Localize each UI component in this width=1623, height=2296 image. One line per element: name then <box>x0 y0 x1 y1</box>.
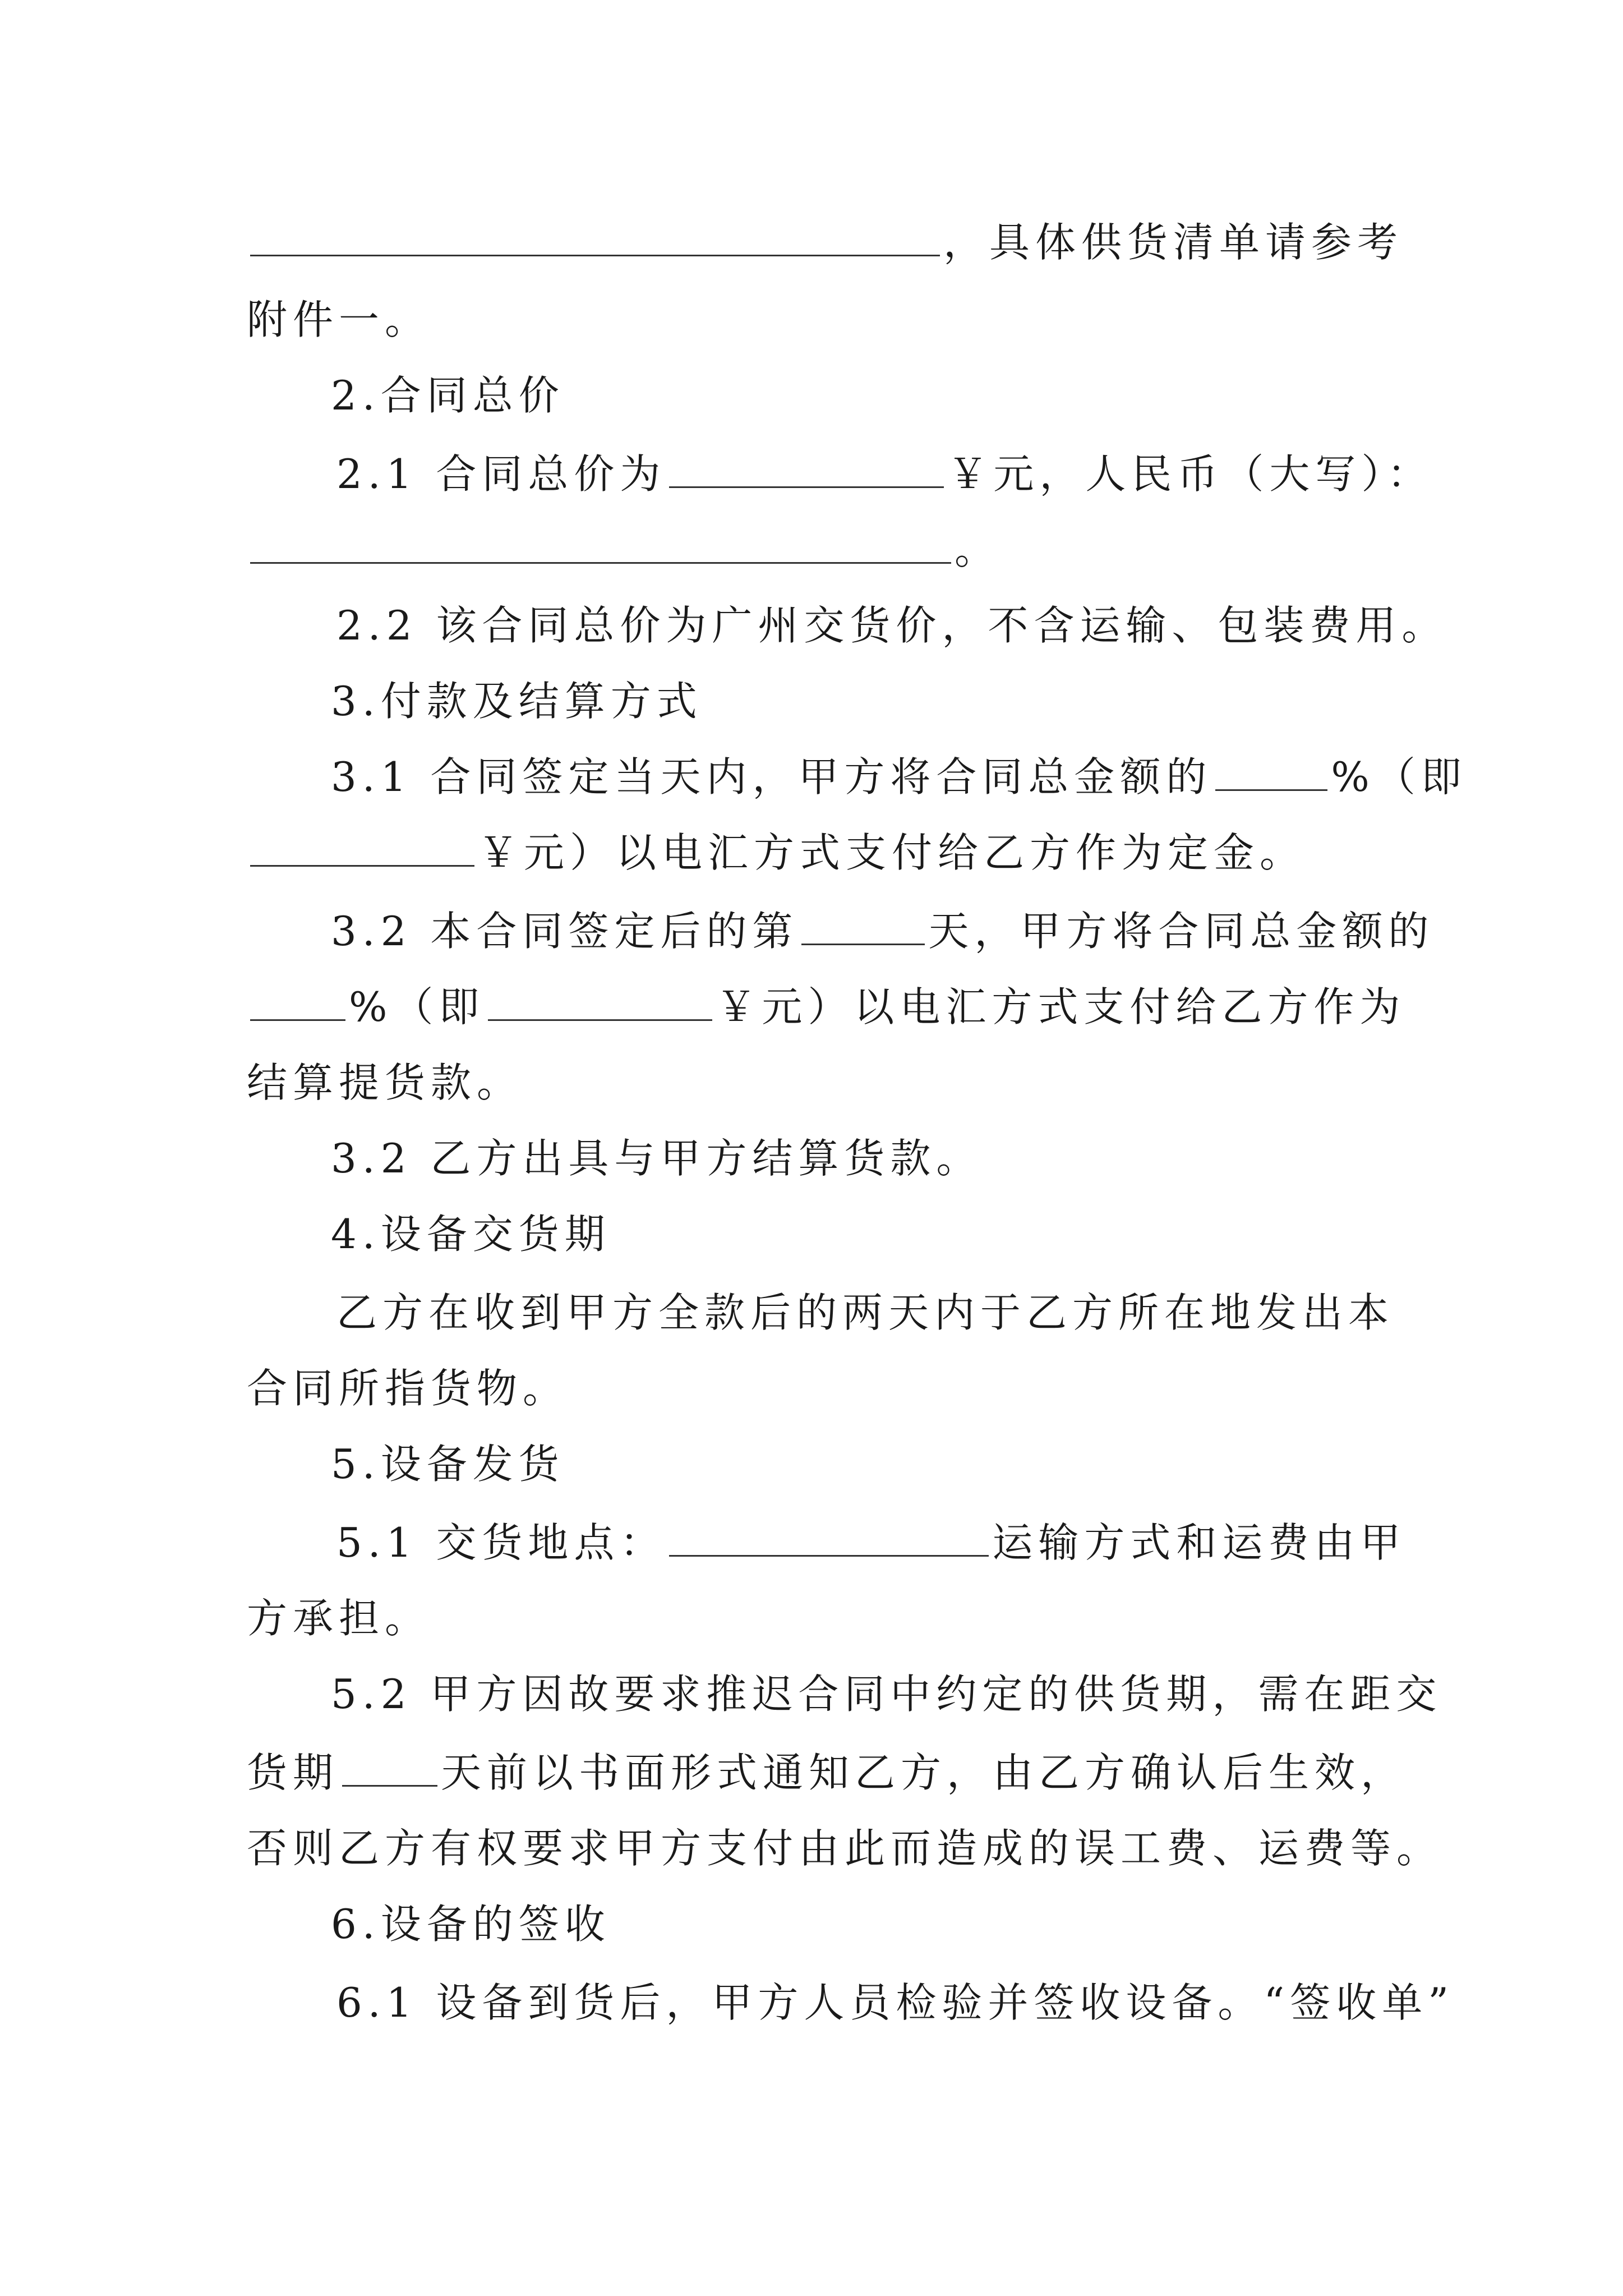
clause-5-2-line-2 <box>247 1745 1407 1801</box>
notice-days-blank <box>342 1749 437 1787</box>
clause-3-2-text-cont: 天，甲方将合同总金额的 <box>928 908 1435 955</box>
clause-2-1-line <box>336 446 1433 502</box>
delivery-period-line <box>336 1285 1394 1341</box>
clause-5-1-line <box>336 1515 1406 1571</box>
clause-5-2-text: 5.2 甲方因故要求推迟合同中约定的供货期，需在距交 <box>331 1671 1442 1718</box>
delivery-location-blank <box>669 1519 989 1557</box>
uppercase-amount-end: 。 <box>955 526 1001 573</box>
clause-3-2b-text: 3.2 乙方出具与甲方结算货款。 <box>331 1135 983 1182</box>
section-6-heading <box>331 1896 611 1952</box>
deposit-description: ￥元）以电汇方式支付给乙方作为定金。 <box>478 829 1306 876</box>
attachment-reference <box>247 292 431 348</box>
clause-5-2-prefix: 货期 <box>247 1749 339 1796</box>
clause-2-1-currency: ￥元，人民币（大写）： <box>947 450 1433 498</box>
clause-5-2-line <box>331 1666 1442 1722</box>
clause-2-1-label: 2.1 合同总价为 <box>336 450 666 498</box>
uppercase-amount-blank <box>250 526 951 564</box>
delivery-period-line-2 <box>247 1360 569 1416</box>
section-5-title: 5.设备发货 <box>331 1441 565 1488</box>
section-4-title: 4.设备交货期 <box>331 1211 611 1258</box>
clause-5-1-text-2: 方承担。 <box>247 1595 431 1642</box>
clause-5-1-text: 运输方式和运费由甲 <box>992 1519 1407 1566</box>
clause-5-2-text-2: 天前以书面形式通知乙方，由乙方确认后生效， <box>441 1749 1407 1796</box>
section-6-title: 6.设备的签收 <box>331 1901 611 1948</box>
delivery-period-text-2: 合同所指货物。 <box>247 1365 569 1412</box>
total-price-blank <box>669 450 944 488</box>
delivery-period-text: 乙方在收到甲方全款后的两天内于乙方所在地发出本 <box>336 1289 1395 1336</box>
clause-3-2b-line <box>331 1130 982 1186</box>
days-blank <box>801 908 925 945</box>
deposit-percent-blank <box>1215 753 1327 791</box>
clause-3-2-line <box>331 903 1434 959</box>
supply-list-reference: ，具体供货清单请参考 <box>943 219 1404 266</box>
section-5-heading <box>331 1436 565 1492</box>
clause-5-1-line-2 <box>247 1590 431 1646</box>
clause-5-1-label: 5.1 交货地点： <box>336 1519 666 1566</box>
clause-5-2-line-3 <box>247 1820 1442 1876</box>
clause-6-1-text: 6.1 设备到货后，甲方人员检验并签收设备。“签收单” <box>336 1979 1455 2026</box>
clause-5-2-text-3: 否则乙方有权要求甲方支付由此而造成的误工费、运费等。 <box>247 1825 1443 1872</box>
section-4-heading <box>331 1206 611 1262</box>
settlement-percent: %（即 <box>349 983 485 1030</box>
attachment-text: 附件一。 <box>247 296 431 343</box>
clause-3-1-line <box>331 749 1467 805</box>
clause-2-1-uppercase-line <box>247 522 1000 578</box>
supply-blank <box>250 219 940 256</box>
section-2-title: 2.合同总价 <box>331 372 565 419</box>
settlement-payment-text: 结算提货款。 <box>247 1059 523 1106</box>
settlement-percent-blank <box>250 983 345 1021</box>
section-2-heading <box>331 367 565 424</box>
clause-3-2-text: 3.2 本合同签定后的第 <box>331 908 799 955</box>
settlement-amount-blank <box>488 983 712 1021</box>
clause-6-1-line <box>336 1975 1454 2031</box>
clause-2-2-line <box>336 597 1447 654</box>
settlement-description: ￥元）以电汇方式支付给乙方作为 <box>716 983 1406 1030</box>
clause-3-1-text: 3.1 合同签定当天内，甲方将合同总金额的 <box>331 753 1212 800</box>
settlement-payment-line <box>247 1055 523 1111</box>
deposit-amount-blank <box>250 829 474 867</box>
clause-2-2-text: 2.2 该合同总价为广州交货价，不含运输、包装费用。 <box>336 602 1448 649</box>
section-3-heading <box>331 673 703 729</box>
clause-3-1-amount-line <box>247 825 1306 881</box>
clause-1-supply-line <box>247 214 1403 270</box>
clause-3-1-percent: %（即 <box>1331 753 1467 800</box>
section-3-title: 3.付款及结算方式 <box>331 678 703 725</box>
clause-3-2-amount-line <box>247 979 1405 1035</box>
